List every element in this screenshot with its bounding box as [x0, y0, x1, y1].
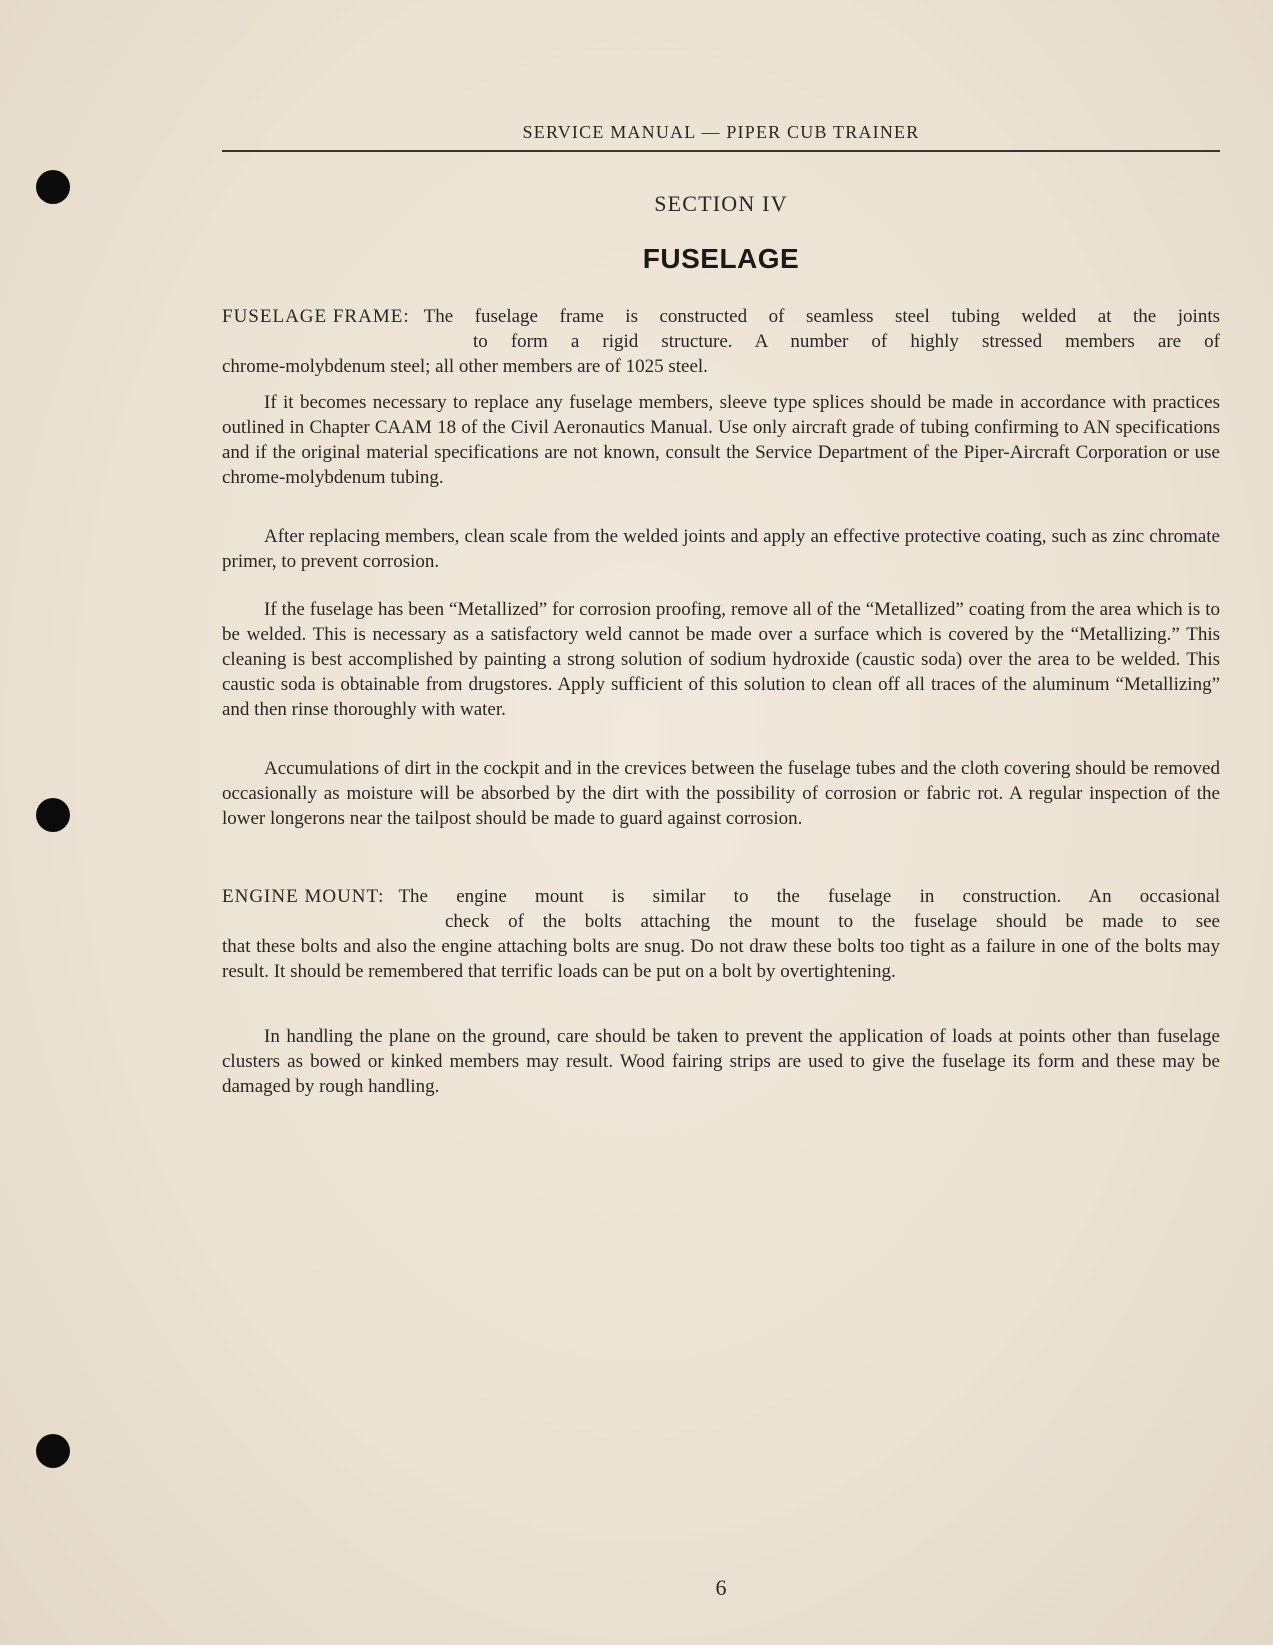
engine-mount-line-1: The engine mount is similar to the fuselage in construction. An occasional	[398, 886, 1220, 907]
paragraph-text: If the fuselage has been “Metallized” for corrosion proofing, remove all of the “Metallized” coating from the area which is to be welded. This is necessary as a satisfactory weld cannot be made over a surface which is covered by the “Metallizing.” This cleaning is best accomplished by painting a strong solution of sodium hydroxide (caustic soda) over the area to be welded. This caustic soda is obtainable from drugstores. Apply sufficient of this solution to clean off all traces of the aluminum “Metallizing” and then rinse thoroughly with water.	[222, 599, 1220, 720]
fuselage-frame-first-line	[222, 304, 1220, 329]
fuselage-frame-paragraph-splices	[222, 390, 1220, 490]
engine-mount-line-3: that these bolts and also the engine attaching bolts are snug. Do not draw these bolts too tight as a failure in one of the bolts may result. It should be remembered that terrific loads can be put on a bolt by overtightening.	[222, 936, 1220, 982]
section-label: SECTION IV	[654, 191, 788, 216]
running-header: SERVICE MANUAL — PIPER CUB TRAINER	[522, 122, 920, 142]
punch-hole-middle	[36, 798, 70, 832]
fuselage-frame-paragraph-coating	[222, 524, 1220, 574]
paragraph-text: Accumulations of dirt in the cockpit and in the crevices between the fuselage tubes and the cloth covering should be removed occasionally as moisture will be absorbed by the dirt with the possibility of corrosion or fabric rot. A regular inspection of the lower longerons near the tailpost should be made to guard against corrosion.	[222, 758, 1220, 829]
fuselage-frame-line-1: The fuselage frame is constructed of seamless steel tubing welded at the joints	[423, 306, 1220, 327]
paragraph-text: In handling the plane on the ground, care should be taken to prevent the application of loads at points other than fuselage clusters as bowed or kinked members may result. Wood fairing strips are used to give the fuselage its form and these may be damaged by rough handling.	[222, 1026, 1220, 1097]
engine-mount-first-line	[222, 884, 1220, 909]
engine-mount-heading: ENGINE MOUNT:	[222, 886, 385, 907]
page-number: 6	[715, 1575, 727, 1600]
fuselage-frame-paragraph-dirt	[222, 756, 1220, 831]
engine-mount-block	[222, 884, 1220, 984]
engine-mount-paragraph-handling	[222, 1024, 1220, 1099]
paragraph-text: If it becomes necessary to replace any fuselage members, sleeve type splices should be made in accordance with practices outlined in Chapter CAAM 18 of the Civil Aeronautics Manual. Use only aircraft grade of tubing confirming to AN specifications and if the original material specifications are not known, consult the Service Department of the Piper-Aircraft Corporation or use chrome-molybdenum tubing.	[222, 392, 1220, 488]
fuselage-frame-block	[222, 304, 1220, 379]
fuselage-frame-heading: FUSELAGE FRAME:	[222, 306, 410, 327]
paragraph-text: After replacing members, clean scale from the welded joints and apply an effective protective coating, such as zinc chromate primer, to prevent corrosion.	[222, 526, 1220, 572]
punch-hole-bottom	[36, 1434, 70, 1468]
header-rule	[222, 150, 1220, 152]
punch-hole-top	[36, 170, 70, 204]
fuselage-frame-paragraph-metallized	[222, 597, 1220, 722]
section-title: FUSELAGE	[642, 243, 800, 274]
fuselage-frame-line-3: chrome-molybdenum steel; all other members are of 1025 steel.	[222, 356, 708, 377]
engine-mount-line-2: check of the bolts attaching the mount to the fuselage should be made to see	[445, 911, 1220, 932]
fuselage-frame-line-2: to form a rigid structure. A number of highly stressed members are of	[473, 331, 1220, 352]
